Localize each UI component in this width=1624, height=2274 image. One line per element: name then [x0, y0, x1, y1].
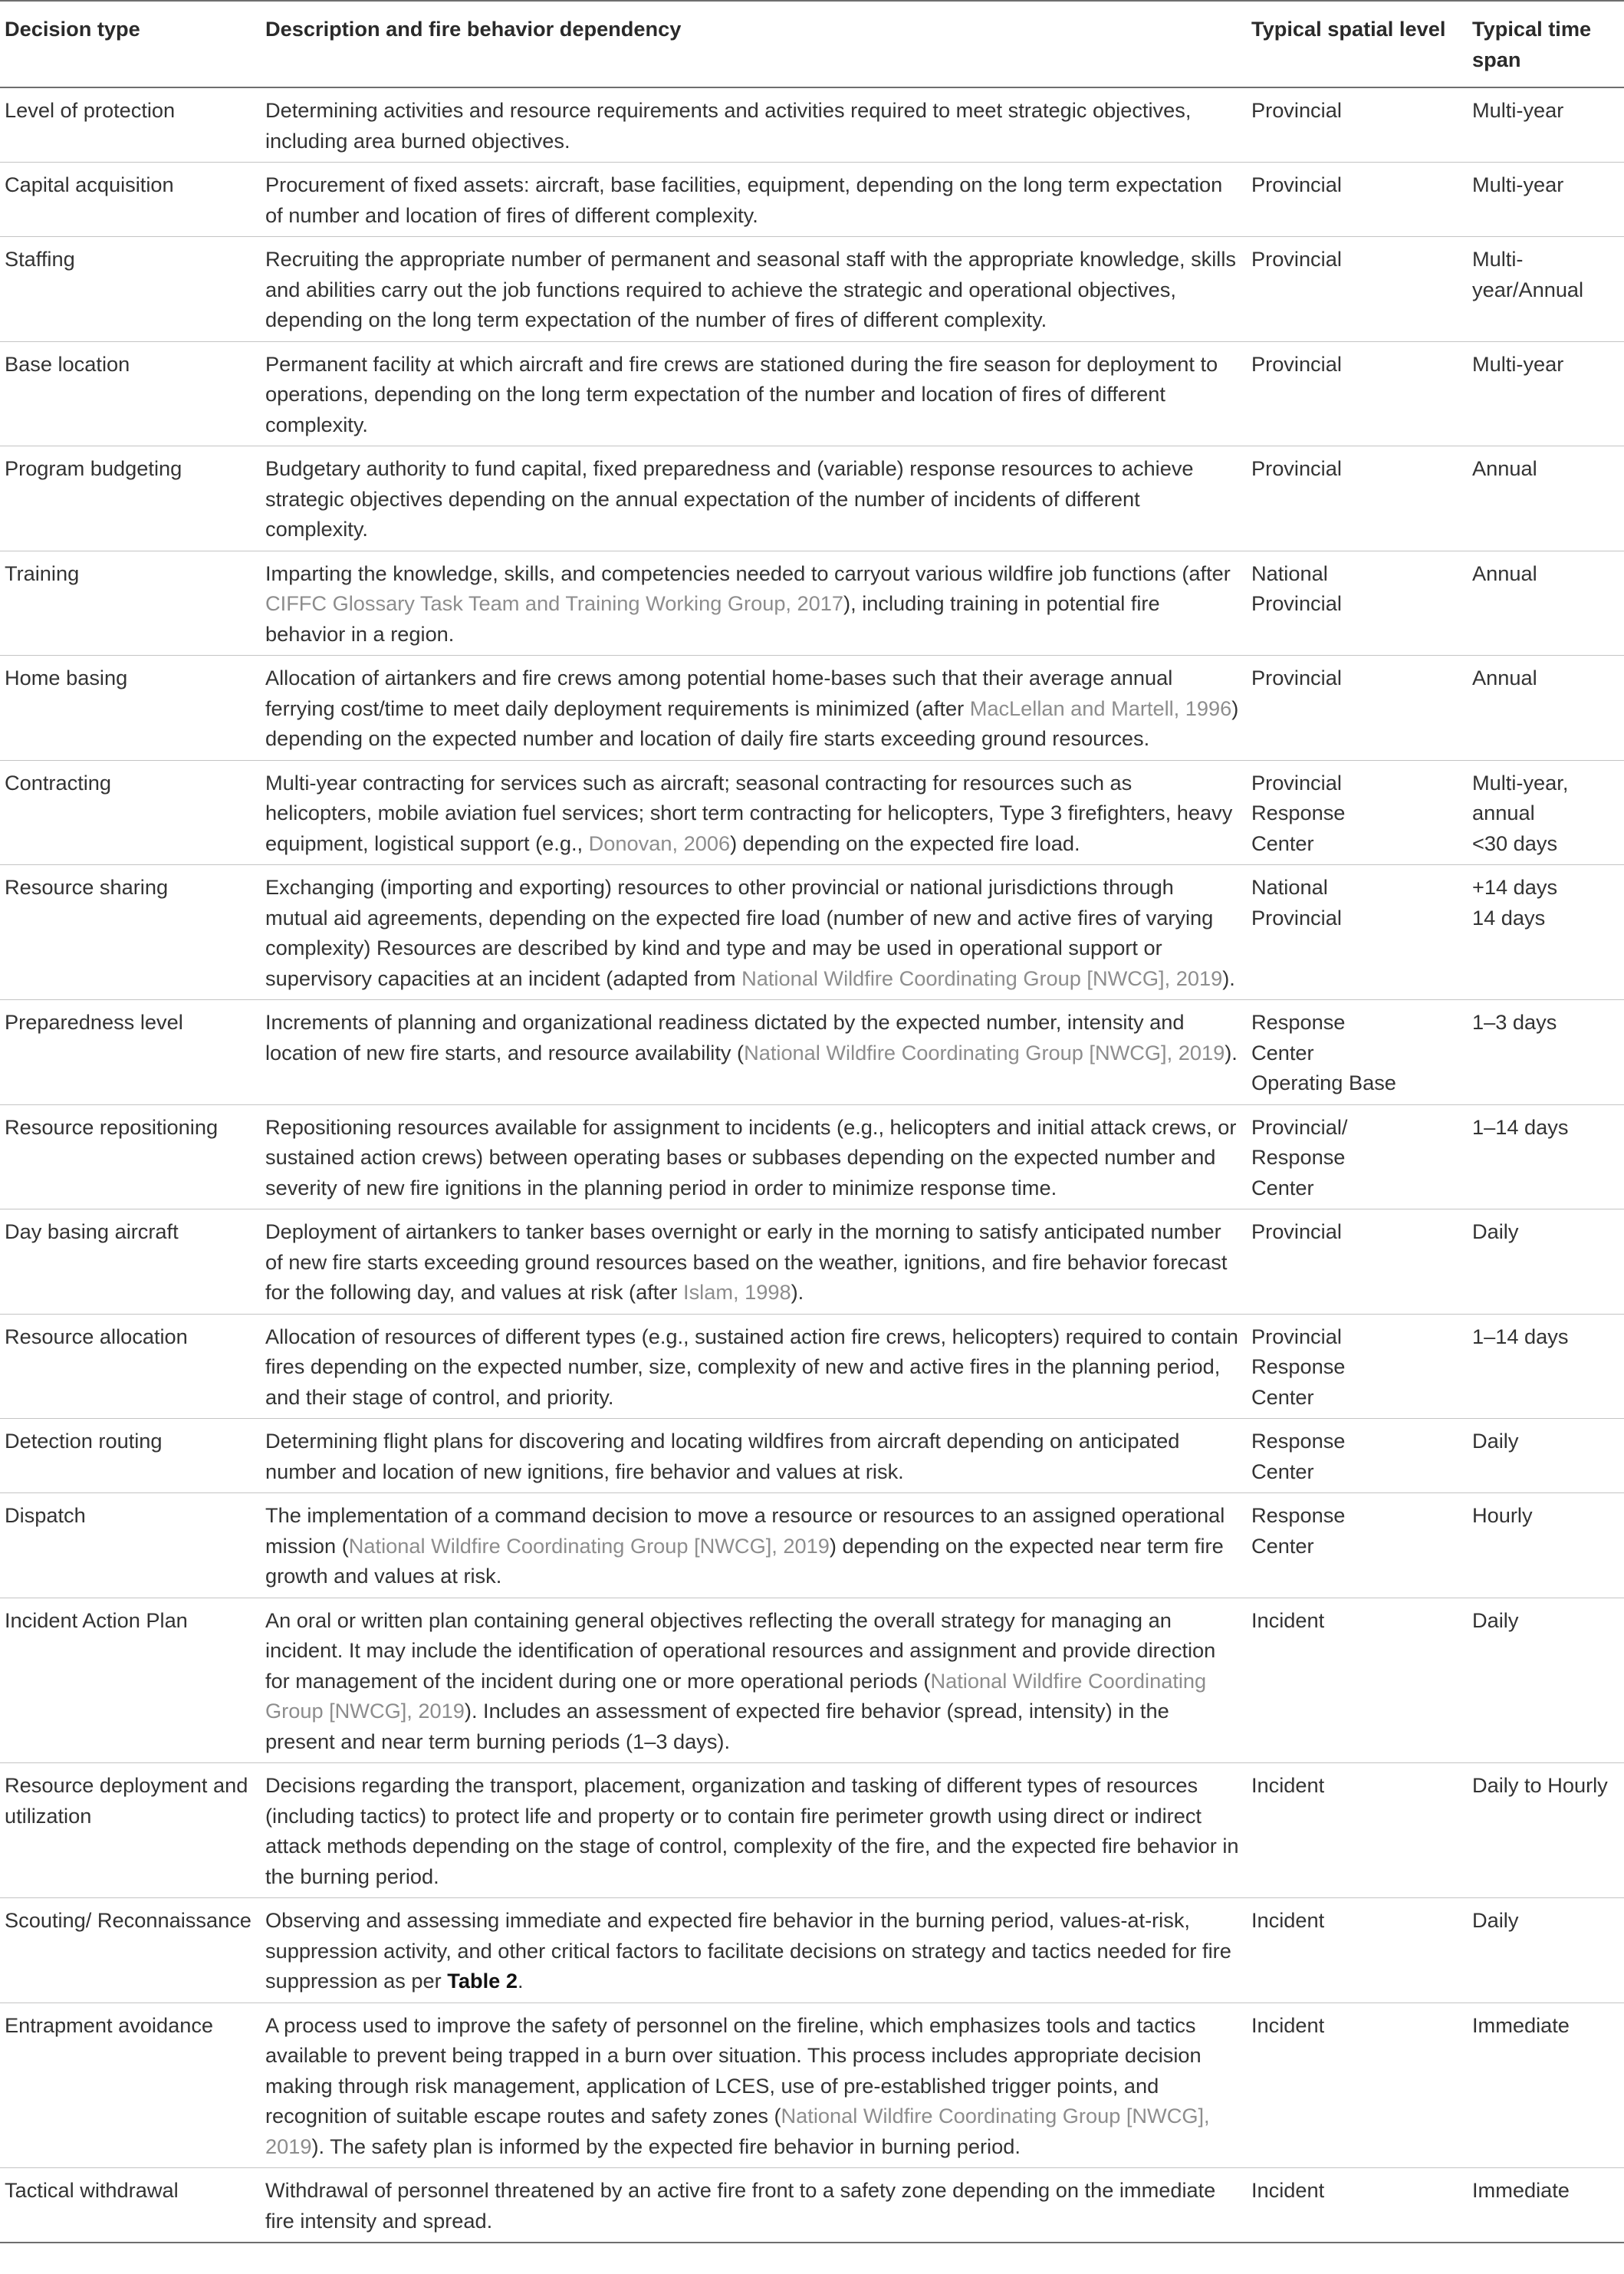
cell-decision-type: Base location — [0, 341, 261, 446]
description-text: Increments of planning and organizational readiness dictated by the expected number, intensity and location of new fire starts, and resource availability ( — [265, 1010, 1185, 1065]
citation-link[interactable]: CIFFC Glossary Task Team and Training Working Group, 2017 — [265, 591, 844, 615]
spatial-level-line: Incident — [1251, 1608, 1325, 1632]
cell-decision-type: Dispatch — [0, 1493, 261, 1598]
cell-decision-type: Resource sharing — [0, 865, 261, 1000]
cell-time-span — [1468, 1419, 1624, 1493]
description-text: ), including training in potential fire behavior in a region. — [265, 591, 1160, 646]
table-row — [0, 1000, 1624, 1105]
cell-decision-type: Preparedness level — [0, 1000, 261, 1105]
cell-description — [261, 1209, 1247, 1315]
table-row — [0, 446, 1624, 551]
description-text: Determining activities and resource requirements and activities required to meet strategic objectives, including area burned objectives. — [265, 98, 1192, 153]
cell-time-span — [1468, 865, 1624, 1000]
table-row — [0, 87, 1624, 163]
cell-decision-type: Detection routing — [0, 1419, 261, 1493]
description-text: Deployment of airtankers to tanker bases overnight or early in the morning to satisfy anticipated number of new fire starts exceeding ground resources based on the weather, ignitions, and fire behavior forecast for the following day, and values at risk (after — [265, 1219, 1228, 1304]
table-row — [0, 341, 1624, 446]
cell-decision-type: Contracting — [0, 760, 261, 865]
description-text: Imparting the knowledge, skills, and competencies needed to carryout various wildfire job functions (after — [265, 561, 1231, 585]
spatial-level-line: Incident — [1251, 1773, 1325, 1797]
table-row — [0, 1104, 1624, 1209]
time-span-line: Multi-year — [1472, 351, 1564, 376]
table-row — [0, 1763, 1624, 1898]
spatial-level-line: Center — [1251, 1384, 1314, 1409]
spatial-level-line: Center — [1251, 831, 1314, 855]
spatial-level-line: Provincial — [1251, 173, 1342, 196]
description-text: The implementation of a command decision to move a resource or resources to an assigned operational mission ( — [265, 1503, 1225, 1558]
spatial-level-line: Provincial — [1251, 247, 1342, 271]
time-span-line: Multi-year — [1472, 173, 1564, 196]
table-row — [0, 237, 1624, 342]
table-row — [0, 865, 1624, 1000]
spatial-level-line: Provincial — [1251, 905, 1342, 930]
table-row — [0, 1419, 1624, 1493]
cell-description — [261, 1104, 1247, 1209]
table-reference[interactable]: Table 2 — [447, 1969, 518, 1993]
time-span-line: Multi-year — [1472, 98, 1564, 122]
cell-spatial-level — [1247, 341, 1468, 446]
cell-description — [261, 163, 1247, 237]
citation-link[interactable]: National Wildfire Coordinating Group [NWCG], 2019 — [265, 1668, 1207, 1723]
description-text: ). Includes an assessment of expected fire behavior (spread, intensity) in the present and near term burning periods (1–3 days). — [265, 1699, 1169, 1753]
description-text: ) depending on the expected number and location of daily fire starts exceeding ground resources. — [265, 696, 1239, 750]
spatial-level-line: Provincial — [1251, 666, 1342, 689]
table-row — [0, 163, 1624, 237]
time-span-line: Daily — [1472, 1608, 1519, 1632]
spatial-level-line: Provincial — [1251, 98, 1342, 122]
cell-description — [261, 865, 1247, 1000]
time-span-line: 1–14 days — [1472, 1114, 1569, 1139]
cell-decision-type: Training — [0, 551, 261, 656]
cell-spatial-level — [1247, 446, 1468, 551]
cell-spatial-level — [1247, 551, 1468, 656]
time-span-line: 1–3 days — [1472, 1010, 1557, 1034]
cell-description — [261, 1419, 1247, 1493]
description-text: Exchanging (importing and exporting) resources to other provincial or national jurisdictions through mutual aid agreements, depending on the expected fire load (number of new and active fires of varying complexity) Resources are described by kind and type and may be used in operational support or supervisory capacities at an incident (adapted from — [265, 875, 1214, 990]
time-span-line: year/Annual — [1472, 277, 1584, 301]
cell-description — [261, 87, 1247, 163]
time-span-line: Daily — [1472, 1908, 1519, 1932]
description-text: ) depending on the expected fire load. — [730, 831, 1080, 855]
spatial-level-line: Response — [1251, 1354, 1346, 1378]
spatial-level-line: Provincial — [1251, 770, 1342, 795]
cell-time-span — [1468, 1898, 1624, 2003]
time-span-line: Immediate — [1472, 2178, 1570, 2202]
cell-time-span — [1468, 1314, 1624, 1419]
header-description: Description and fire behavior dependency — [261, 1, 1247, 87]
citation-link[interactable]: Islam, 1998 — [683, 1280, 791, 1304]
table-row — [0, 1493, 1624, 1598]
header-decision-type: Decision type — [0, 1, 261, 87]
description-text: Decisions regarding the transport, placement, organization and tasking of different types of resources (including tactics) to protect life and property or to contain fire perimeter growth using direct or indirect attack methods depending on the stage of control, complexity of the fire, and the expected fire behavior in the burning period. — [265, 1773, 1239, 1888]
spatial-level-line: Provincial/ — [1251, 1114, 1348, 1139]
cell-decision-type: Tactical withdrawal — [0, 2168, 261, 2243]
cell-spatial-level — [1247, 1598, 1468, 1763]
cell-time-span — [1468, 656, 1624, 761]
cell-time-span — [1468, 446, 1624, 551]
cell-time-span — [1468, 1598, 1624, 1763]
table-row — [0, 760, 1624, 865]
spatial-level-line: Response — [1251, 1145, 1346, 1169]
description-text: Withdrawal of personnel threatened by an active fire front to a safety zone depending on the immediate fire intensity and spread. — [265, 2178, 1216, 2233]
cell-spatial-level — [1247, 2168, 1468, 2243]
cell-description — [261, 656, 1247, 761]
description-text: Permanent facility at which aircraft and fire crews are stationed during the fire season for deployment to operations, depending on the long term expectation of the number and location of fires of different complexity. — [265, 351, 1218, 436]
cell-decision-type: Resource allocation — [0, 1314, 261, 1419]
cell-spatial-level — [1247, 1104, 1468, 1209]
cell-description — [261, 1763, 1247, 1898]
cell-time-span — [1468, 1104, 1624, 1209]
cell-time-span — [1468, 551, 1624, 656]
time-span-line: Multi- — [1472, 247, 1524, 271]
header-row — [0, 1, 1624, 87]
description-text: ). — [1222, 966, 1235, 990]
cell-spatial-level — [1247, 1898, 1468, 2003]
cell-spatial-level — [1247, 1000, 1468, 1105]
description-text: Recruiting the appropriate number of permanent and seasonal staff with the appropriate knowledge, skills and abilities carry out the job functions required to achieve the strategic and operational objectives, depending on the long term expectation of the number of fires of different complexity. — [265, 247, 1236, 331]
cell-description — [261, 551, 1247, 656]
spatial-level-line: Operating Base — [1251, 1071, 1396, 1094]
cell-spatial-level — [1247, 2003, 1468, 2168]
citation-link[interactable]: MacLellan and Martell, 1996 — [969, 696, 1232, 720]
table-header — [0, 1, 1624, 87]
cell-decision-type: Home basing — [0, 656, 261, 761]
description-text: ) depending on the expected near term fire growth and values at risk. — [265, 1533, 1224, 1588]
spatial-level-line: Provincial — [1251, 456, 1342, 480]
spatial-level-line: Incident — [1251, 2178, 1325, 2202]
description-text: An oral or written plan containing general objectives reflecting the overall strategy for managing an incident. It may include the identification of operational resources and assignment and provide direction for management of the incident during one or more operational periods ( — [265, 1608, 1216, 1693]
cell-spatial-level — [1247, 1493, 1468, 1598]
cell-spatial-level — [1247, 163, 1468, 237]
time-span-line: Annual — [1472, 456, 1537, 480]
cell-description — [261, 237, 1247, 342]
spatial-level-line: Response — [1251, 801, 1346, 824]
description-text: Procurement of fixed assets: aircraft, base facilities, equipment, depending on the long term expectation of number and location of fires of different complexity. — [265, 173, 1223, 227]
cell-description — [261, 2003, 1247, 2168]
cell-description — [261, 1000, 1247, 1105]
citation-link[interactable]: National Wildfire Coordinating Group [NWCG], 2019 — [744, 1040, 1225, 1065]
citation-link[interactable]: National Wildfire Coordinating Group [NWCG], 2019 — [265, 2104, 1210, 2158]
time-span-line: Daily — [1472, 1429, 1519, 1453]
cell-spatial-level — [1247, 1209, 1468, 1315]
cell-decision-type: Entrapment avoidance — [0, 2003, 261, 2168]
description-text: Budgetary authority to fund capital, fixed preparedness and (variable) response resources to achieve strategic objectives depending on the annual expectation of the number of incidents of different complexity. — [265, 456, 1194, 541]
cell-decision-type: Level of protection — [0, 87, 261, 163]
time-span-line: Multi-year, — [1472, 770, 1569, 795]
cell-decision-type: Program budgeting — [0, 446, 261, 551]
spatial-level-line: Response — [1251, 1429, 1346, 1453]
citation-link[interactable]: National Wildfire Coordinating Group [NWCG], 2019 — [741, 966, 1223, 990]
cell-decision-type: Staffing — [0, 237, 261, 342]
table-row — [0, 2003, 1624, 2168]
cell-time-span — [1468, 163, 1624, 237]
cell-time-span — [1468, 87, 1624, 163]
cell-time-span — [1468, 1000, 1624, 1105]
time-span-line: 14 days — [1472, 905, 1546, 930]
spatial-level-line: Incident — [1251, 2012, 1325, 2037]
spatial-level-line: Provincial — [1251, 1324, 1342, 1348]
table-row — [0, 1898, 1624, 2003]
cell-decision-type: Capital acquisition — [0, 163, 261, 237]
cell-description — [261, 760, 1247, 865]
cell-spatial-level — [1247, 656, 1468, 761]
spatial-level-line: Response — [1251, 1010, 1346, 1034]
cell-decision-type: Resource deployment and utilization — [0, 1763, 261, 1898]
cell-time-span — [1468, 2003, 1624, 2168]
citation-link[interactable]: National Wildfire Coordinating Group [NWCG], 2019 — [348, 1533, 830, 1558]
description-text: Repositioning resources available for assignment to incidents (e.g., helicopters and initial attack crews, or sustained action crews) between operating bases or subbases depending on the expected number and severity of new fire ignitions in the planning period in order to minimize response time. — [265, 1114, 1237, 1200]
time-span-line: Annual — [1472, 561, 1537, 585]
time-span-line: Daily — [1472, 1219, 1519, 1243]
cell-spatial-level — [1247, 865, 1468, 1000]
cell-time-span — [1468, 2168, 1624, 2243]
time-span-line: Hourly — [1472, 1503, 1533, 1527]
description-text: ). The safety plan is informed by the expected fire behavior in burning period. — [311, 2134, 1021, 2158]
cell-description — [261, 446, 1247, 551]
description-text: Determining flight plans for discovering and locating wildfires from aircraft depending on anticipated number and location of new ignitions, fire behavior and values at risk. — [265, 1429, 1180, 1483]
table-row — [0, 1314, 1624, 1419]
cell-description — [261, 1898, 1247, 2003]
time-span-line: <30 days — [1472, 831, 1558, 855]
description-text: ). — [791, 1280, 804, 1304]
cell-time-span — [1468, 237, 1624, 342]
cell-description — [261, 1493, 1247, 1598]
spatial-level-line: National — [1251, 561, 1328, 585]
table-row — [0, 1209, 1624, 1315]
time-span-line: annual — [1472, 801, 1535, 824]
description-text: Multi-year contracting for services such as aircraft; seasonal contracting for resources such as helicopters, mobile aviation fuel services; short term contracting for helicopters, Type 3 firefighters, heavy equipment, logistical support (e.g., — [265, 770, 1233, 855]
spatial-level-line: Center — [1251, 1459, 1314, 1483]
description-text: Allocation of airtankers and fire crews among potential home-bases such that their average annual ferrying cost/time to meet daily deployment requirements is minimized (after — [265, 666, 1173, 720]
spatial-level-line: Incident — [1251, 1908, 1325, 1932]
description-text: Allocation of resources of different types (e.g., sustained action fire crews, helicopters) required to contain fires depending on the expected number, size, complexity of new and active fires in the planning period, and their stage of control, and priority. — [265, 1324, 1238, 1409]
spatial-level-line: Response — [1251, 1503, 1346, 1527]
spatial-level-line: National — [1251, 875, 1328, 899]
cell-time-span — [1468, 1209, 1624, 1315]
description-text: Observing and assessing immediate and expected fire behavior in the burning period, values-at-risk, suppression activity, and other critical factors to facilitate decisions on strategy and tactics needed for fire suppression as per — [265, 1908, 1231, 1993]
cell-time-span — [1468, 341, 1624, 446]
header-time-span: Typical time span — [1468, 1, 1624, 87]
cell-time-span — [1468, 1763, 1624, 1898]
description-text: . — [517, 1969, 524, 1993]
cell-description — [261, 2168, 1247, 2243]
table-row — [0, 551, 1624, 656]
table-body — [0, 87, 1624, 2243]
citation-link[interactable]: Donovan, 2006 — [588, 831, 731, 855]
cell-spatial-level — [1247, 87, 1468, 163]
header-spatial-level: Typical spatial level — [1247, 1, 1468, 87]
spatial-level-line: Provincial — [1251, 1219, 1342, 1243]
time-span-line: 1–14 days — [1472, 1324, 1569, 1348]
cell-decision-type: Incident Action Plan — [0, 1598, 261, 1763]
time-span-line: Daily to Hourly — [1472, 1773, 1608, 1797]
cell-decision-type: Day basing aircraft — [0, 1209, 261, 1315]
cell-time-span — [1468, 1493, 1624, 1598]
spatial-level-line: Center — [1251, 1040, 1314, 1065]
table-row — [0, 656, 1624, 761]
cell-spatial-level — [1247, 237, 1468, 342]
cell-spatial-level — [1247, 760, 1468, 865]
spatial-level-line: Center — [1251, 1175, 1314, 1200]
cell-spatial-level — [1247, 1314, 1468, 1419]
cell-description — [261, 1598, 1247, 1763]
cell-spatial-level — [1247, 1763, 1468, 1898]
time-span-line: +14 days — [1472, 875, 1558, 899]
table-row — [0, 2168, 1624, 2243]
cell-time-span — [1468, 760, 1624, 865]
cell-decision-type: Resource repositioning — [0, 1104, 261, 1209]
spatial-level-line: Provincial — [1251, 591, 1342, 615]
spatial-level-line: Provincial — [1251, 351, 1342, 376]
description-text: A process used to improve the safety of personnel on the fireline, which emphasizes tools and tactics available to prevent being trapped in a burn over situation. This process includes appropriate decision making through risk management, application of LCES, use of pre-established trigger points, and recognition of suitable escape routes and safety zones ( — [265, 2012, 1202, 2128]
cell-decision-type: Scouting/ Reconnaissance — [0, 1898, 261, 2003]
time-span-line: Annual — [1472, 666, 1537, 689]
time-span-line: Immediate — [1472, 2012, 1570, 2037]
cell-description — [261, 1314, 1247, 1419]
description-text: ). — [1225, 1040, 1238, 1065]
cell-spatial-level — [1247, 1419, 1468, 1493]
spatial-level-line: Center — [1251, 1533, 1314, 1558]
table-row — [0, 1598, 1624, 1763]
cell-description — [261, 341, 1247, 446]
